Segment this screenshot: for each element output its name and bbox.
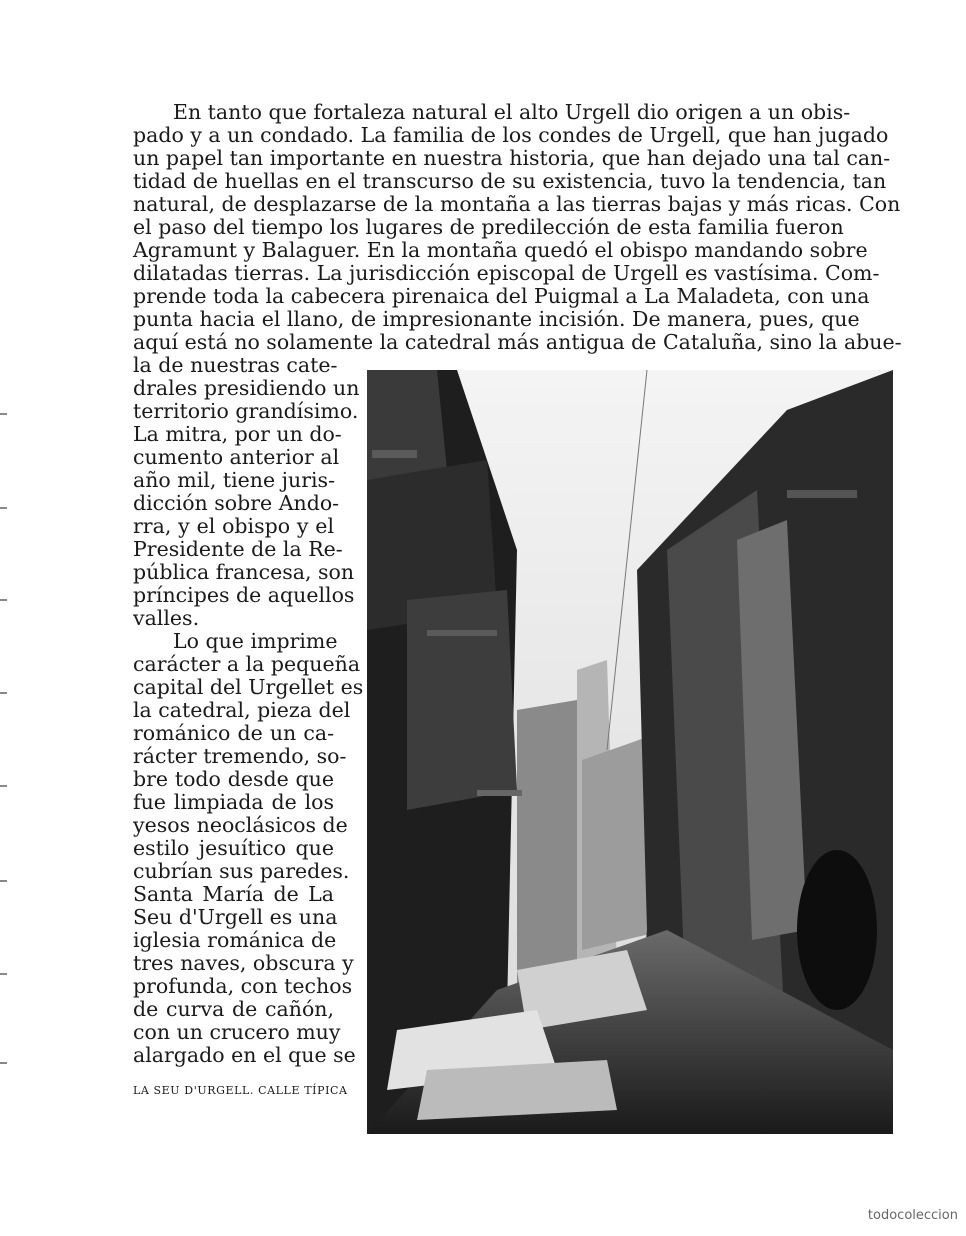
margin-mark [0,413,7,415]
photo-caption: LA SEU D'URGELL. CALLE TÍPICA [133,1084,348,1097]
text-line: estilo jesuítico que [133,836,334,860]
text-line: la de nuestras cate- [133,353,338,377]
text-line: dicción sobre Ando- [133,491,340,515]
text-line: iglesia románica de [133,928,337,952]
watermark: todocoleccion [867,1208,958,1223]
text-line: la catedral, pieza del [133,698,351,722]
text-line: natural, de desplazarse de la montaña a las tierras bajas y más ricas. Con [133,192,901,216]
text-line: Presidente de la Re- [133,537,343,561]
text-line: románico de un ca- [133,721,334,745]
text-line: el paso del tiempo los lugares de predilección de esta familia fueron [133,215,844,239]
text-line: bre todo desde que [133,767,334,791]
text-line: Seu d'Urgell es una [133,905,338,929]
text-line: con un crucero muy [133,1020,341,1044]
street-photograph [367,370,893,1134]
text-line: príncipes de aquellos [133,583,355,607]
text-line: punta hacia el llano, de impresionante incisión. De manera, pues, que [133,307,860,331]
margin-mark [0,1062,7,1064]
text-line: prende toda la cabecera pirenaica del Puigmal a La Maladeta, con una [133,284,870,308]
text-line: tidad de huellas en el transcurso de su existencia, tuvo la tendencia, tan [133,169,887,193]
text-line: capital del Urgellet es [133,675,364,699]
text-line: Santa María de La [133,882,334,906]
text-line: año mil, tiene juris- [133,468,336,492]
margin-mark [0,599,7,601]
text-line: pado y a un condado. La familia de los condes de Urgell, que han jugado [133,123,889,147]
text-line: territorio grandísimo. [133,399,359,423]
text-line: fue limpiada de los [133,790,334,814]
margin-mark [0,507,7,509]
text-line: valles. [133,606,200,630]
text-line: profunda, con techos [133,974,353,998]
text-line: cubrían sus paredes. [133,859,350,883]
text-line: Lo que imprime [173,629,338,653]
text-line: yesos neoclásicos de [133,813,348,837]
text-line: Agramunt y Balaguer. En la montaña quedó el obispo mandando sobre [133,238,868,262]
text-line: carácter a la pequeña [133,652,361,676]
text-line: drales presidiendo un [133,376,360,400]
margin-mark [0,692,7,694]
text-line: rácter tremendo, so- [133,744,347,768]
text-line: dilatadas tierras. La jurisdicción episcopal de Urgell es vastísima. Com- [133,261,880,285]
text-line: aquí está no solamente la catedral más antigua de Cataluña, sino la abue- [133,330,902,354]
margin-mark [0,785,7,787]
text-line: La mitra, por un do- [133,422,342,446]
text-line: pública francesa, son [133,560,355,584]
text-line: alargado en el que se [133,1043,356,1067]
text-line: tres naves, obscura y [133,951,354,975]
text-line: de curva de cañón, [133,997,334,1021]
margin-mark [0,973,7,975]
text-line: cumento anterior al [133,445,340,469]
margin-mark [0,880,7,882]
text-line: En tanto que fortaleza natural el alto Urgell dio origen a un obis- [173,100,851,124]
text-line: rra, y el obispo y el [133,514,334,538]
text-line: un papel tan importante en nuestra historia, que han dejado una tal can- [133,146,891,170]
